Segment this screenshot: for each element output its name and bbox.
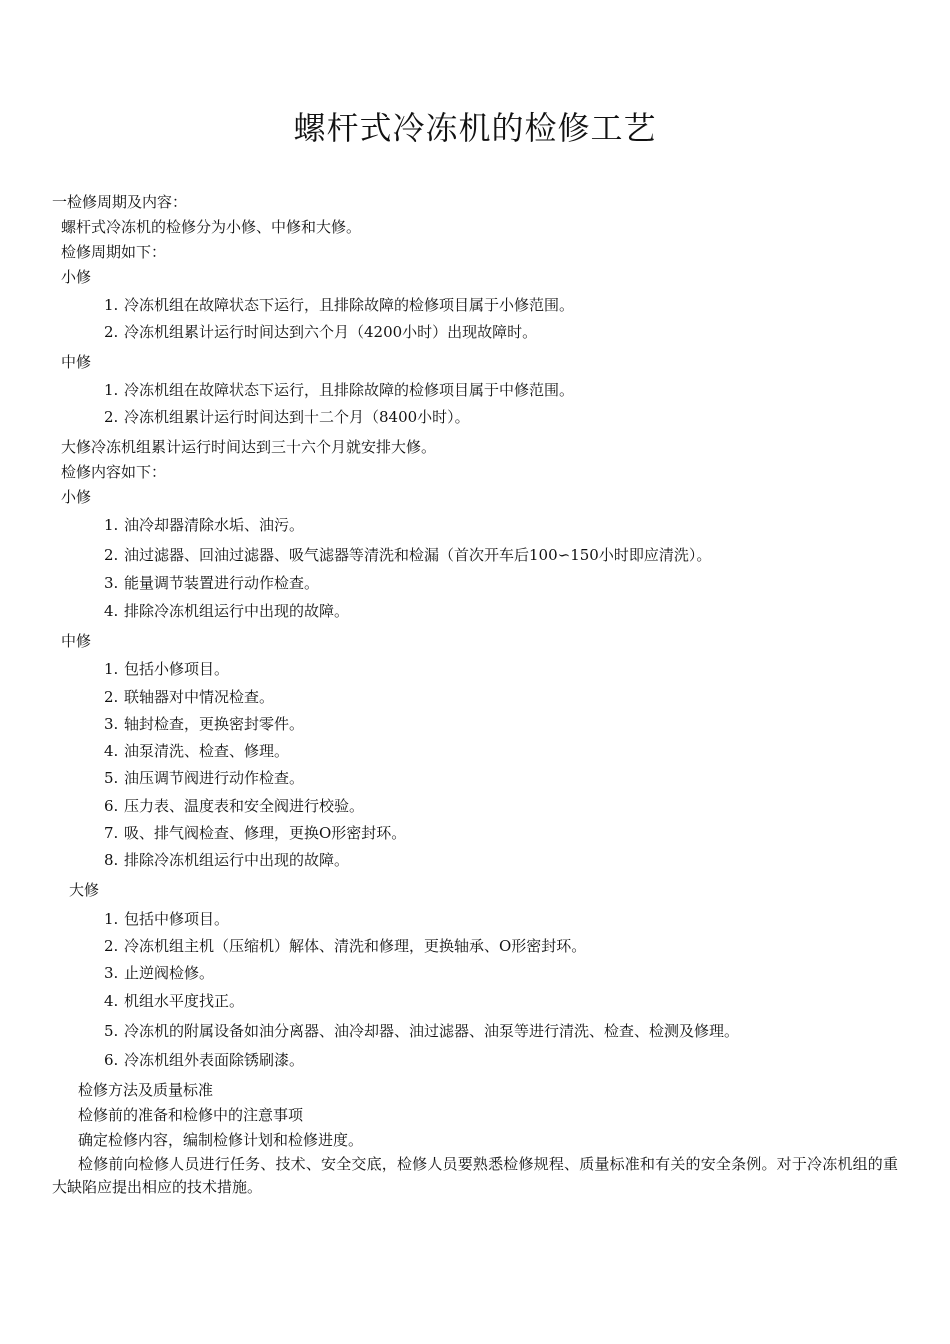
list-item bbox=[104, 379, 574, 401]
prep-paragraph: 检修前向检修人员进行任务、技术、安全交底，检修人员要熟悉检修规程、质量标准和有关的安全条例。对于冷冻机组的重大缺陷应提出相应的技术措施。 bbox=[52, 1155, 898, 1196]
list-text: 油过滤器、回油过滤器、吸气滤器等清洗和检漏（首次开车后100∽150小时即应清洗）。 bbox=[124, 546, 712, 564]
cycle-heading: 检修周期如下： bbox=[61, 243, 167, 261]
section-heading: 一检修周期及内容： bbox=[52, 193, 188, 211]
list-text: 机组水平度找正。 bbox=[124, 992, 245, 1010]
list-number: 5. bbox=[104, 769, 119, 787]
list-number: 3. bbox=[104, 574, 119, 592]
list-item bbox=[104, 990, 244, 1012]
list-text: 排除冷冻机组运行中出现的故障。 bbox=[124, 851, 350, 869]
prep-line: 确定检修内容，编制检修计划和检修进度。 bbox=[78, 1131, 364, 1149]
list-item bbox=[104, 713, 304, 735]
list-number: 1. bbox=[104, 296, 119, 314]
list-text: 冷冻机组主机（压缩机）解体、清洗和修理，更换轴承、O形密封环。 bbox=[124, 937, 587, 955]
list-number: 7. bbox=[104, 824, 119, 842]
list-item bbox=[104, 908, 229, 930]
list-item bbox=[104, 935, 586, 957]
intro-text: 螺杆式冷冻机的检修分为小修、中修和大修。 bbox=[61, 218, 362, 236]
list-item bbox=[104, 514, 304, 536]
content-medium-label: 中修 bbox=[61, 632, 92, 650]
list-number: 1. bbox=[104, 381, 119, 399]
list-number: 1. bbox=[104, 660, 119, 678]
list-number: 1. bbox=[104, 516, 119, 534]
list-text: 止逆阀检修。 bbox=[124, 964, 215, 982]
list-text: 包括中修项目。 bbox=[124, 910, 230, 928]
list-number: 1. bbox=[104, 910, 119, 928]
list-item bbox=[104, 822, 406, 844]
list-number: 8. bbox=[104, 851, 119, 869]
list-text: 冷冻机组在故障状态下运行，且排除故障的检修项目属于中修范围。 bbox=[124, 381, 575, 399]
list-text: 冷冻机组累计运行时间达到十二个月（8400小时）。 bbox=[124, 408, 470, 426]
content-minor-label: 小修 bbox=[61, 488, 92, 506]
list-item bbox=[104, 740, 289, 762]
list-number: 5. bbox=[104, 1022, 119, 1040]
list-item bbox=[104, 962, 214, 984]
list-number: 6. bbox=[104, 797, 119, 815]
list-number: 4. bbox=[104, 992, 119, 1010]
list-number: 2. bbox=[104, 408, 119, 426]
list-item bbox=[104, 406, 470, 428]
list-item bbox=[104, 686, 274, 708]
list-item bbox=[104, 1049, 304, 1071]
list-text: 油泵清洗、检查、修理。 bbox=[124, 742, 290, 760]
list-item bbox=[104, 767, 304, 789]
list-text: 冷冻机组累计运行时间达到六个月（4200小时）出现故障时。 bbox=[124, 323, 538, 341]
list-number: 2. bbox=[104, 688, 119, 706]
list-item bbox=[104, 572, 319, 594]
list-text: 能量调节装置进行动作检查。 bbox=[124, 574, 320, 592]
list-text: 压力表、温度表和安全阀进行校验。 bbox=[124, 797, 365, 815]
list-number: 3. bbox=[104, 964, 119, 982]
cycle-minor-label: 小修 bbox=[61, 268, 92, 286]
list-item bbox=[104, 321, 537, 343]
method-heading: 检修方法及质量标准 bbox=[78, 1081, 214, 1099]
list-number: 4. bbox=[104, 742, 119, 760]
list-text: 冷冻机的附属设备如油分离器、油冷却器、油过滤器、油泵等进行清洗、检查、检测及修理。 bbox=[124, 1022, 740, 1040]
list-text: 冷冻机组在故障状态下运行，且排除故障的检修项目属于小修范围。 bbox=[124, 296, 575, 314]
list-number: 2. bbox=[104, 323, 119, 341]
list-number: 6. bbox=[104, 1051, 119, 1069]
list-item bbox=[104, 1020, 739, 1042]
list-text: 联轴器对中情况检查。 bbox=[124, 688, 275, 706]
list-text: 包括小修项目。 bbox=[124, 660, 230, 678]
list-item bbox=[104, 544, 711, 566]
list-text: 油压调节阀进行动作检查。 bbox=[124, 769, 305, 787]
list-item bbox=[104, 795, 364, 817]
cycle-major-text: 大修冷冻机组累计运行时间达到三十六个月就安排大修。 bbox=[61, 438, 437, 456]
list-item bbox=[104, 658, 229, 680]
list-text: 油冷却器清除水垢、油污。 bbox=[124, 516, 305, 534]
list-number: 2. bbox=[104, 546, 119, 564]
cycle-medium-label: 中修 bbox=[61, 353, 92, 371]
list-text: 排除冷冻机组运行中出现的故障。 bbox=[124, 602, 350, 620]
list-number: 3. bbox=[104, 715, 119, 733]
document-title: 螺杆式冷冻机的检修工艺 bbox=[293, 109, 657, 147]
content-heading: 检修内容如下： bbox=[61, 463, 167, 481]
list-item bbox=[104, 294, 574, 316]
list-text: 冷冻机组外表面除锈刷漆。 bbox=[124, 1051, 305, 1069]
prep-heading: 检修前的准备和检修中的注意事项 bbox=[78, 1106, 304, 1124]
list-item bbox=[104, 600, 349, 622]
content-major-label: 大修 bbox=[69, 881, 100, 899]
list-item bbox=[104, 849, 349, 871]
list-number: 4. bbox=[104, 602, 119, 620]
list-number: 2. bbox=[104, 937, 119, 955]
list-text: 吸、排气阀检查、修理，更换O形密封环。 bbox=[124, 824, 407, 842]
list-text: 轴封检查，更换密封零件。 bbox=[124, 715, 305, 733]
